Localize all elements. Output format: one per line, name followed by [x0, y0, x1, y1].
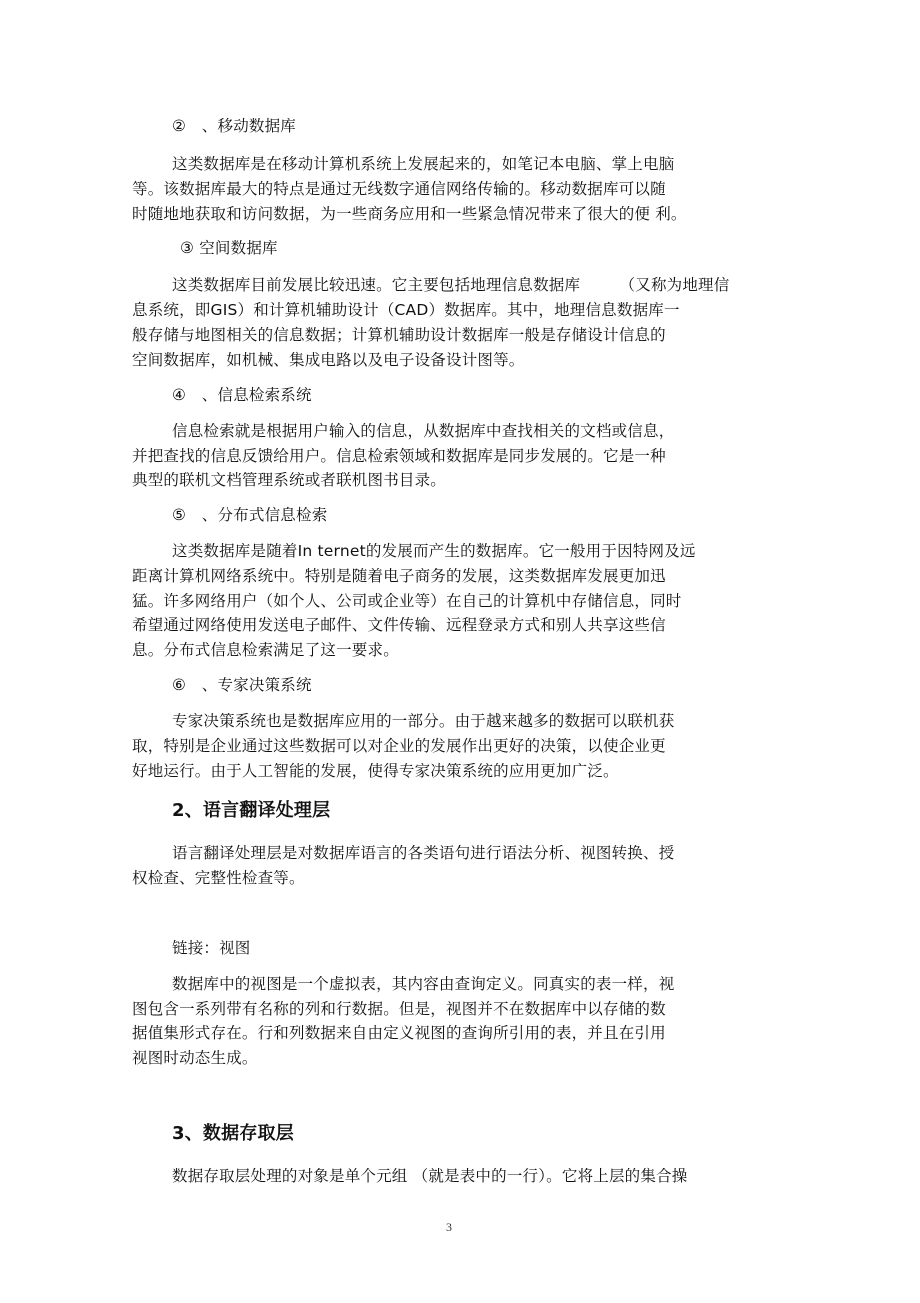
- paragraph-line: 距离计算机网络系统中。特别是随着电子商务的发展，这类数据库发展更加迅: [132, 567, 666, 585]
- paragraph-line: 取，特别是企业通过这些数据可以对企业的发展作出更好的决策，以使企业更: [132, 737, 666, 755]
- paragraph-line: 般存储与地图相关的信息数据；计算机辅助设计数据库一般是存储设计信息的: [132, 326, 666, 344]
- paragraph-line: 猛。许多网络用户（如个人、公司或企业等）在自己的计算机中存储信息，同时: [132, 592, 682, 610]
- paragraph-line: 典型的联机文档管理系统或者联机图书目录。: [132, 471, 447, 489]
- paragraph-line: 希望通过网络使用发送电子邮件、文件传输、远程登录方式和别人共享这些信: [132, 616, 666, 634]
- paragraph-line: 专家决策系统也是数据库应用的一部分。由于越来越多的数据可以联机获: [172, 712, 675, 730]
- paragraph-line: 据值集形式存在。行和列数据来自由定义视图的查询所引用的表，并且在引用: [132, 1024, 666, 1042]
- paragraph-line: 时随地地获取和访问数据，为一些商务应用和一些紧急情况带来了很大的便 利。: [132, 205, 687, 223]
- paragraph-line: 权检查、完整性检查等。: [132, 869, 305, 887]
- paragraph-line: 息。分布式信息检索满足了这一要求。: [132, 641, 399, 659]
- paragraph-line: 数据库中的视图是一个虚拟表，其内容由查询定义。同真实的表一样，视: [172, 975, 675, 993]
- heading-language-translation-layer: 2、语言翻译处理层: [172, 800, 331, 821]
- heading-information-retrieval: ④ 、信息检索系统: [172, 386, 312, 404]
- heading-expert-decision: ⑥ 、专家决策系统: [172, 676, 312, 694]
- paragraph-line: 图包含一系列带有名称的列和行数据。但是，视图并不在数据库中以存储的数: [132, 1000, 666, 1018]
- heading-mobile-database: ② 、移动数据库: [172, 117, 296, 135]
- heading-link-view: 链接：视图: [172, 939, 251, 957]
- heading-distributed-retrieval: ⑤ 、分布式信息检索: [172, 506, 328, 524]
- paragraph-line: 视图时动态生成。: [132, 1049, 258, 1067]
- paragraph-line: 数据存取层处理的对象是单个元组 （就是表中的一行）。它将上层的集合操: [172, 1167, 688, 1185]
- paragraph-line: 息系统，即GIS）和计算机辅助设计（CAD）数据库。其中，地理信息数据库一: [132, 301, 680, 319]
- heading-data-access-layer: 3、数据存取层: [172, 1123, 294, 1144]
- paragraph-line: 并把查找的信息反馈给用户。信息检索领域和数据库是同步发展的。它是一种: [132, 447, 666, 465]
- paragraph-line: 语言翻译处理层是对数据库语言的各类语句进行语法分析、视图转换、授: [172, 844, 675, 862]
- paragraph-line: 这类数据库是在移动计算机系统上发展起来的，如笔记本电脑、掌上电脑: [172, 155, 675, 173]
- heading-spatial-database: ③ 空间数据库: [180, 239, 278, 257]
- paragraph-line: 空间数据库，如机械、集成电路以及电子设备设计图等。: [132, 351, 525, 369]
- paragraph-line: 这类数据库目前发展比较迅速。它主要包括地理信息数据库 （又称为地理信: [172, 276, 730, 294]
- paragraph-line: 这类数据库是随着In ternet的发展而产生的数据库。它一般用于因特网及远: [172, 542, 696, 560]
- paragraph-line: 好地运行。由于人工智能的发展，使得专家决策系统的应用更加广泛。: [132, 762, 619, 780]
- paragraph-line: 等。该数据库最大的特点是通过无线数字通信网络传输的。移动数据库可以随: [132, 180, 666, 198]
- page-number: 3: [446, 1220, 452, 1234]
- paragraph-line: 信息检索就是根据用户输入的信息，从数据库中查找相关的文档或信息，: [172, 422, 675, 440]
